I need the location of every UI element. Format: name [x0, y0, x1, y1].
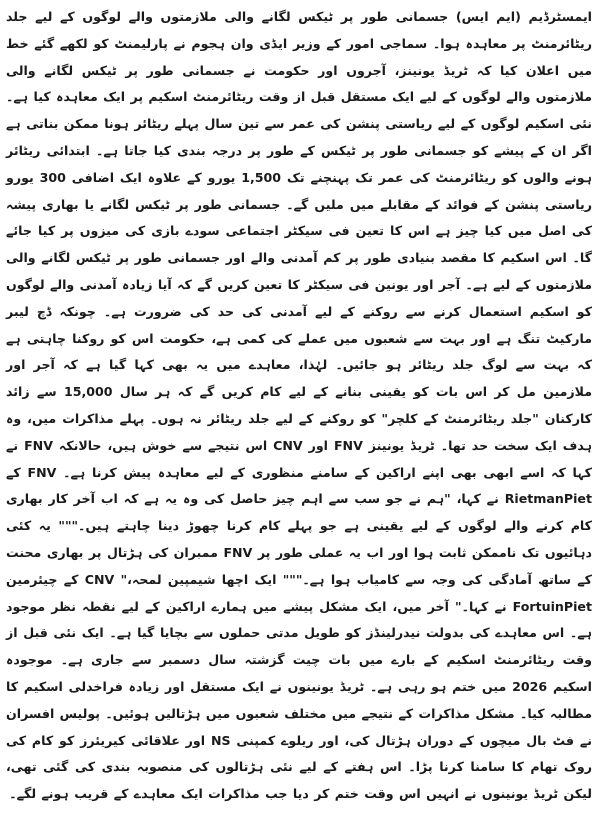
article-body	[6, 4, 592, 808]
article-paragraph: ایمسٹرڈیم (ایم ایس) جسمانی طور پر ٹیکس لگانے والی ملازمتوں والے لوگوں کے لیے جلد ریٹائرمنٹ پر معاہدہ ہوا۔ سماجی امور کے وزیر ایڈی وان ہجوم نے پارلیمنٹ کو لکھے گئے خط میں اعلان کیا کہ ٹریڈ یونینز، آجروں اور حکومت نے جسمانی طور پر ٹیکس لگانے والی ملازمتوں والے لوگوں کے لیے ایک مستقل قبل از وقت ریٹائرمنٹ اسکیم پر ایک معاہدہ کیا ہے۔ نئی اسکیم لوگوں کے لیے ریاستی پنشن کی عمر سے تین سال پہلے ریٹائر ہونا ممکن بناتی ہے اگر ان کے پیشے کو جسمانی طور پر ٹیکس کے طور پر درجہ بندی کیا جاتا ہے۔ ابتدائی ریٹائر ہونے والوں کو ریٹائرمنٹ کی عمر تک پہنچنے تک 1,500 یورو کے علاوہ ایک اضافی 300 یورو ریاستی پنشن کے فوائد کے مقابلے میں ملیں گے۔ جسمانی طور پر ٹیکس لگانے یا بھاری پیشہ کی اصل میں کیا چیز ہے اس کا تعین فی سیکٹر اجتماعی سودے بازی کی میزوں پر کیا جائے گا۔ اس اسکیم کا مقصد بنیادی طور پر کم آمدنی والے اور جسمانی طور پر ٹیکس لگانے والی ملازمتوں کے لیے ہے۔ آجر اور یونین فی سیکٹر کا تعین کریں گے کہ آیا زیادہ آمدنی والے لوگوں کو اسکیم استعمال کرنے سے روکنے کے لیے آمدنی کی حد کی ضرورت ہے۔ چونکہ ڈچ لیبر مارکیٹ تنگ ہے اور بہت سے شعبوں میں عملے کی کمی ہے، حکومت اس کو روکنا چاہتی ہے کہ بہت سے لوگ جلد ریٹائر ہو جائیں۔ لہٰذا، معاہدے میں یہ بھی کہا گیا ہے کہ آجر اور ملازمین مل کر اس بات کو یقینی بنانے کے لیے کام کریں گے کہ ہر سال 15,000 سے زائد کارکنان "جلد ریٹائرمنٹ کے کلچر" کو روکنے کے لیے جلد ریٹائر نہ ہوں۔ پہلے مذاکرات میں، وہ ہدف ایک سخت حد تھا۔ ٹریڈ یونینز FNV اور CNV اس نتیجے سے خوش ہیں، حالانکہ FNV نے کہا کہ اسے ابھی بھی اپنے اراکین کے سامنے منظوری کے لیے معاہدہ پیش کرنا ہے۔ FNV کے RietmanPiet نے کہا، "ہم نے جو سب سے اہم چیز حاصل کی وہ یہ ہے کہ اب آخر کار بھاری کام کرنے والے لوگوں کے لیے یقینی ہے جو پہلے کام کرنا چھوڑ دینا چاہتے ہیں۔""" یہ کئی دہائیوں تک ناممکن ثابت ہوا اور اب یہ عملی طور پر FNV ممبران کی ہڑتال پر بھاری محنت کے ساتھ آمادگی کی وجہ سے کامیاب ہوا ہے۔""" ایک اچھا شیمپین لمحہ،" CNV کے چیئرمین FortuinPiet نے کہا۔" آخر میں، ایک مشکل پیشے میں ہمارے اراکین کے لیے نقطہ نظر موجود ہے۔ اس معاہدے کی بدولت نیدرلینڈز کو طویل مدتی حملوں سے بچایا گیا ہے۔ ایک نئی قبل از وقت ریٹائرمنٹ اسکیم کے بارے میں بات چیت گزشتہ سال دسمبر سے جاری ہے۔ موجودہ اسکیم 2026 میں ختم ہو رہی ہے۔ ٹریڈ یونینوں نے ایک مستقل اور زیادہ فراخدلی اسکیم کا مطالبہ کیا۔ مشکل مذاکرات کے نتیجے میں مختلف شعبوں میں ہڑتالیں ہوئیں۔ پولیس افسران نے فٹ بال میچوں کے دوران ہڑتال کی، اور ریلوے کمپنی NS اور علاقائی کیریئرز کو کام کی روک تھام کا سامنا کرنا پڑا۔ اس ہفتے کے لیے نئی ہڑتالوں کی منصوبہ بندی کی گئی تھی، لیکن ٹریڈ یونینوں نے انہیں اس وقت ختم کر دیا جب مذاکرات ایک معاہدے کے قریب ہونے لگے۔	[6, 9, 593, 802]
